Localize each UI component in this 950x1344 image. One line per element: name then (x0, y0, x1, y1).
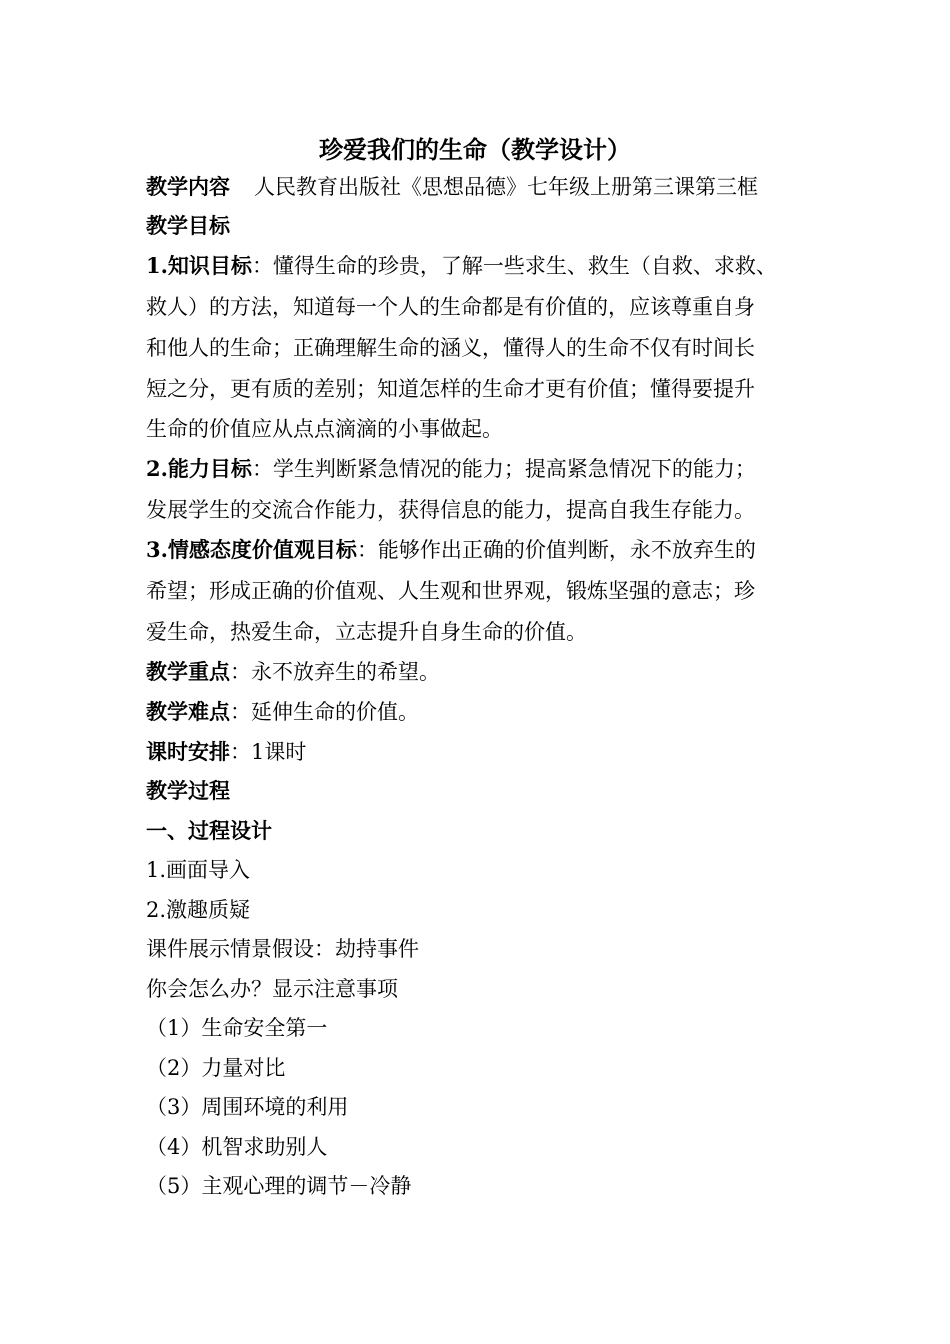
knowledge-line-2: 救人）的方法，知道每一个人的生命都是有价值的，应该尊重自身 (146, 295, 755, 319)
knowledge-text-1: ：懂得生命的珍贵，了解一些求生、救生（自救、求救、 (251, 254, 777, 278)
schedule-text: ：1课时 (230, 740, 307, 764)
emotion-line-1 (146, 535, 756, 565)
emotion-text-1: ：能够作出正确的价值判断，永不放弃生的 (356, 538, 756, 562)
difficulty-line (146, 697, 419, 727)
list-item: （2）力量对比 (146, 1056, 286, 1080)
schedule-label: 课时安排 (146, 739, 230, 764)
content-label: 教学内容 (146, 174, 230, 199)
ability-text-1: ：学生判断紧急情况的能力；提高紧急情况下的能力； (251, 457, 756, 481)
knowledge-label: 1.知识目标 (146, 253, 252, 278)
ability-label: 2.能力目标 (146, 456, 252, 481)
content-line (146, 172, 758, 202)
process-step-1: 1.画面导入 (146, 858, 251, 882)
process-step-2: 2.激趣质疑 (146, 898, 251, 922)
key-point-text: ：永不放弃生的希望。 (230, 660, 440, 684)
knowledge-line-3: 和他人的生命；正确理解生命的涵义，懂得人的生命不仅有时间长 (146, 336, 755, 360)
list-item: （1）生命安全第一 (146, 1016, 328, 1040)
ability-line-1 (146, 454, 756, 484)
difficulty-text: ：延伸生命的价值。 (230, 700, 419, 724)
difficulty-label: 教学难点 (146, 699, 230, 724)
ability-line-2: 发展学生的交流合作能力，获得信息的能力，提高自我生存能力。 (146, 498, 755, 522)
list-item: （3）周围环境的利用 (146, 1095, 349, 1119)
scenario-line: 课件展示情景假设：劫持事件 (146, 937, 419, 961)
knowledge-line-1 (146, 251, 777, 281)
document-title: 珍爱我们的生命（教学设计） (319, 135, 631, 164)
content-text: 人民教育出版社《思想品德》七年级上册第三课第三框 (254, 175, 758, 199)
key-point-label: 教学重点 (146, 659, 230, 684)
knowledge-line-5: 生命的价值应从点点滴滴的小事做起。 (146, 417, 503, 441)
list-item: （4）机智求助别人 (146, 1135, 328, 1159)
list-item: （5）主观心理的调节－冷静 (146, 1174, 412, 1198)
schedule-line (146, 737, 306, 767)
question-line: 你会怎么办？显示注意事项 (146, 977, 398, 1001)
emotion-line-2: 希望；形成正确的价值观、人生观和世界观，锻炼坚强的意志；珍 (146, 579, 755, 603)
emotion-label: 3.情感态度价值观目标 (146, 537, 357, 562)
key-point-line (146, 657, 440, 687)
emotion-line-3: 爱生命，热爱生命，立志提升自身生命的价值。 (146, 620, 587, 644)
objectives-heading: 教学目标 (146, 213, 230, 238)
process-section-heading: 一、过程设计 (146, 818, 272, 843)
process-heading: 教学过程 (146, 778, 230, 803)
knowledge-line-4: 短之分，更有质的差别；知道怎样的生命才更有价值；懂得要提升 (146, 377, 755, 401)
